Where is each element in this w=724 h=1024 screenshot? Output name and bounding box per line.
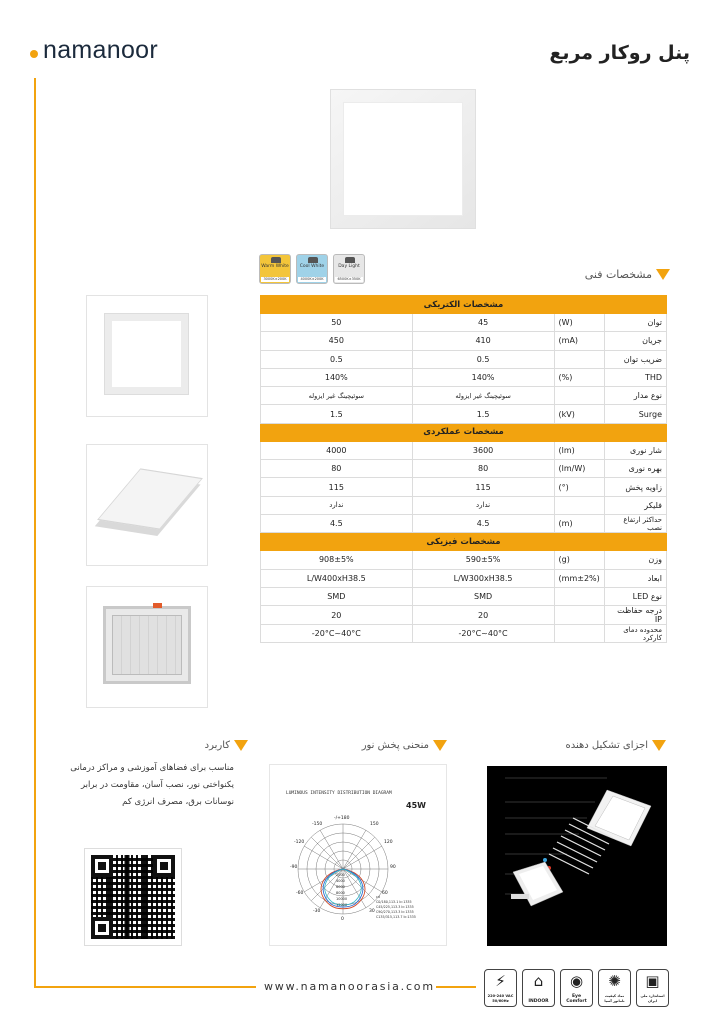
row-mount-height <box>261 514 667 532</box>
value-50w: L/W400xH38.5 <box>261 569 413 587</box>
unit: (mm±2%) <box>554 569 604 587</box>
unit <box>554 587 604 605</box>
param-name: جریان <box>604 332 666 350</box>
value-50w: 0.5 <box>261 350 413 368</box>
cert-glyph: ▣ <box>645 972 660 990</box>
param-name: ابعاد <box>604 569 666 587</box>
value-45w: 20 <box>412 606 554 625</box>
param-name: محدوده دمای کارکرد <box>604 625 666 643</box>
value-50w: -20°C~40°C <box>261 625 413 643</box>
row-power-factor <box>261 350 667 368</box>
angle-label: 60 <box>382 891 388 896</box>
value-50w: 4000 <box>261 441 413 459</box>
radial-label: 6000 <box>336 885 345 889</box>
row-efficacy <box>261 460 667 478</box>
legend-entry: C45/225,113.3 Ic:1335 <box>376 905 414 909</box>
exploded-view-drawing <box>487 766 667 946</box>
frame-line-left <box>34 78 36 988</box>
value-50w: 450 <box>261 332 413 350</box>
value-50w: 908±5% <box>261 551 413 569</box>
qr-finder <box>153 855 175 877</box>
triangle-marker-icon <box>656 269 670 280</box>
row-circuit <box>261 387 667 405</box>
value-50w: ندارد <box>261 496 413 514</box>
value-50w: 1.5 <box>261 405 413 423</box>
panel-front-image <box>104 313 189 395</box>
components-heading-text: اجزای تشکیل دهنده <box>565 740 648 751</box>
value-45w: 3600 <box>412 441 554 459</box>
row-surge <box>261 405 667 423</box>
param-name: نوع مدار <box>604 387 666 405</box>
section-performance <box>261 423 667 441</box>
brand-logo <box>30 36 158 65</box>
row-flux <box>261 441 667 459</box>
house-icon <box>522 969 555 1007</box>
triangle-marker-icon <box>234 740 248 751</box>
angle-label: 30 <box>369 909 375 914</box>
param-name: بهره نوری <box>604 460 666 478</box>
value-50w: 20 <box>261 606 413 625</box>
param-name: شار نوری <box>604 441 666 459</box>
value-45w: L/W300xH38.5 <box>412 569 554 587</box>
cert-text: 220-240 VAC 50/60Hz <box>487 994 514 1003</box>
frame-line-bottom <box>34 986 256 988</box>
row-power <box>261 314 667 332</box>
qr-finder <box>91 917 113 939</box>
cert-glyph: ✺ <box>608 972 621 990</box>
row-thd <box>261 368 667 386</box>
value-45w: 80 <box>412 460 554 478</box>
cool-white-badge <box>296 254 328 284</box>
cert-glyph: ⚡ <box>495 972 506 990</box>
angle-label: -90 <box>290 865 298 870</box>
value-45w: 410 <box>412 332 554 350</box>
section-physical <box>261 533 667 551</box>
panel-back-image <box>103 606 191 684</box>
lamp-icon <box>345 257 355 263</box>
spec-heading-text: مشخصات فنی <box>584 268 652 281</box>
unit: (lm/W) <box>554 460 604 478</box>
polar-plot <box>270 765 448 947</box>
thumb-front-view <box>86 295 208 417</box>
unit <box>554 496 604 514</box>
wire-tag <box>153 603 162 608</box>
section-title: مشخصات عملکردی <box>261 423 667 441</box>
angle-label: -/+180 <box>334 816 350 821</box>
quality-seal-icon <box>598 969 631 1007</box>
radial-label: 2000 <box>336 873 345 877</box>
product-hero-image <box>330 89 476 229</box>
thumb-angle-view <box>86 444 208 566</box>
value-45w: SMD <box>412 587 554 605</box>
row-current <box>261 332 667 350</box>
qr-finder <box>91 855 113 877</box>
panel-angle-image <box>97 468 203 529</box>
value-45w: سوئیچینگ غیر ایزوله <box>412 387 554 405</box>
angle-label: 120 <box>384 840 393 845</box>
unit <box>554 625 604 643</box>
row-led-type <box>261 587 667 605</box>
param-name: ضریب توان <box>604 350 666 368</box>
badge-label: Day Light <box>338 264 360 269</box>
value-50w: 50 <box>261 314 413 332</box>
unit: (g) <box>554 551 604 569</box>
day-light-badge <box>333 254 365 284</box>
value-45w: 1.5 <box>412 405 554 423</box>
cert-glyph: ◉ <box>569 972 584 990</box>
param-name: زاویه پخش <box>604 478 666 496</box>
unit: (m) <box>554 514 604 532</box>
value-50w: 80 <box>261 460 413 478</box>
angle-label: -60 <box>296 891 304 896</box>
usage-description: مناسب برای فضاهای آموزشی و مراکز درمانی یکنواختی نور، نصب آسان، مقاومت در برابر نوسانات برق، مصرف انرژی کم <box>70 763 234 807</box>
row-beam-angle <box>261 478 667 496</box>
value-50w: SMD <box>261 587 413 605</box>
angle-label: 150 <box>370 822 379 827</box>
radial-label: 4000 <box>336 879 345 883</box>
radial-label: 8000 <box>336 891 345 895</box>
value-45w: -20°C~40°C <box>412 625 554 643</box>
value-45w: 0.5 <box>412 350 554 368</box>
param-name: THD <box>604 368 666 386</box>
panel-face <box>343 102 463 216</box>
warm-white-badge <box>259 254 291 284</box>
param-name: وزن <box>604 551 666 569</box>
param-name: توان <box>604 314 666 332</box>
value-50w: 115 <box>261 478 413 496</box>
diagram-power: 45W <box>406 801 426 810</box>
curve-heading <box>362 740 447 751</box>
unit: (°) <box>554 478 604 496</box>
unit: (lm) <box>554 441 604 459</box>
website-link[interactable]: www.namanoorasia.com <box>264 980 435 993</box>
cert-text: INDOOR <box>528 999 549 1004</box>
section-electrical <box>261 296 667 314</box>
lamp-icon <box>308 257 318 263</box>
components-heading <box>566 740 667 751</box>
value-45w: 4.5 <box>412 514 554 532</box>
triangle-marker-icon <box>652 740 666 751</box>
section-title: مشخصات فیزیکی <box>261 533 667 551</box>
qr-pattern <box>91 855 175 939</box>
certification-icons <box>484 969 669 1007</box>
legend-unit: cd <box>376 895 380 899</box>
section-title: مشخصات الکتریکی <box>261 296 667 314</box>
cert-glyph: ⌂ <box>533 972 544 990</box>
unit: (W) <box>554 314 604 332</box>
unit <box>554 387 604 405</box>
cert-text: Eye Comfort <box>566 994 587 1004</box>
param-name: حداکثر ارتفاع نصب <box>604 514 666 532</box>
legend-entry: C0/180,113.1 Ic:1335 <box>376 900 412 904</box>
usage-heading-text: کاربرد <box>204 740 230 751</box>
param-name: درجه حفاظت IP <box>604 606 666 625</box>
value-50w: سوئیچینگ غیر ایزوله <box>261 387 413 405</box>
light-distribution-diagram <box>269 764 447 946</box>
param-name: Surge <box>604 405 666 423</box>
value-45w: 590±5% <box>412 551 554 569</box>
diagram-title: LUMINOUS INTENSITY DISTRIBUTION DIAGRAM <box>286 791 392 796</box>
cert-text: استاندارد ملی ایران <box>640 994 665 1003</box>
frame-line-bottom-right <box>436 986 476 988</box>
value-45w: 115 <box>412 478 554 496</box>
angle-label: 0 <box>341 917 344 922</box>
page-title: پنل روکار مربع <box>549 42 690 64</box>
angle-label: 90 <box>390 865 396 870</box>
value-45w: ندارد <box>412 496 554 514</box>
qr-code[interactable] <box>84 848 182 946</box>
legend-entry: C90/270,113.3 Ic:1335 <box>376 910 414 914</box>
param-name: نوع LED <box>604 587 666 605</box>
unit: (kV) <box>554 405 604 423</box>
triangle-marker-icon <box>433 740 447 751</box>
diagram-legend <box>376 895 416 920</box>
unit: (mA) <box>554 332 604 350</box>
value-45w: 140% <box>412 368 554 386</box>
eye-icon <box>560 969 593 1007</box>
badge-label: Warm White <box>261 264 289 269</box>
lamp-icon <box>271 257 281 263</box>
standard-seal-icon <box>636 969 669 1007</box>
badge-label: Cool White <box>299 264 325 269</box>
unit: (%) <box>554 368 604 386</box>
row-ip <box>261 606 667 625</box>
color-temperature-badges <box>259 254 365 284</box>
row-weight <box>261 551 667 569</box>
radial-label: 10000 <box>336 897 348 901</box>
unit <box>554 606 604 625</box>
exploded-view-image <box>487 766 667 946</box>
brand-name: namanoor <box>43 36 158 64</box>
spec-heading <box>585 268 670 281</box>
legend-entry: C135/315,113.7 Ic:1335 <box>376 915 416 919</box>
thumb-back-view <box>86 586 208 708</box>
badge-range: 6500K±350K <box>335 277 363 282</box>
plug-icon <box>484 969 517 1007</box>
value-45w: 45 <box>412 314 554 332</box>
unit <box>554 350 604 368</box>
value-50w: 4.5 <box>261 514 413 532</box>
cert-text: نماد کیفیت نامانور آسیا <box>604 994 625 1003</box>
spec-table <box>260 295 667 643</box>
angle-label: -150 <box>312 822 323 827</box>
usage-heading <box>205 740 248 751</box>
curve-heading-text: منحنی پخش نور <box>361 740 429 751</box>
angle-label: -30 <box>313 909 321 914</box>
badge-range: 4000K±200K <box>298 277 326 282</box>
param-name: فلیکر <box>604 496 666 514</box>
row-dimensions <box>261 569 667 587</box>
badge-range: 3000K±200K <box>261 277 289 282</box>
row-temp <box>261 625 667 643</box>
row-flicker <box>261 496 667 514</box>
value-50w: 140% <box>261 368 413 386</box>
angle-label: -120 <box>294 840 305 845</box>
brand-dot-icon <box>30 50 38 58</box>
radial-label: 12000 <box>336 903 348 907</box>
